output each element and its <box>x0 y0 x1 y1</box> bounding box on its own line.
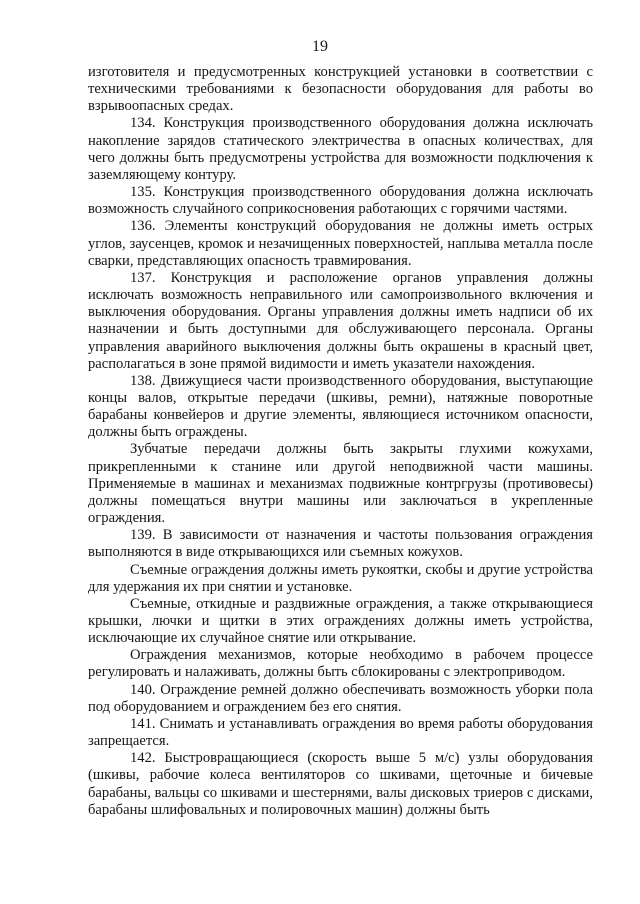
paragraph-136: 136. Элементы конструкций оборудования не должны иметь острых углов, заусенцев, кромок и незачищенных поверхностей, наплыва металла после сварки, представляющих опасность травмирования. <box>88 218 593 269</box>
paragraph-continuation: изготовителя и предусмотренных конструкцией установки в соответствии с техническими требованиями к безопасности оборудования для работы во взрывоопасных средах. <box>88 64 593 115</box>
paragraph-141: 141. Снимать и устанавливать ограждения во время работы оборудования запрещается. <box>88 715 593 750</box>
paragraph-138-gears: Зубчатые передачи должны быть закрыты глухими кожухами, прикрепленными к станине или другой неподвижной части машины. Применяемые в машинах и механизмах подвижные контргрузы (противовесы) должны помещаться внутри машины или заключаться в укрепленные ограждения. <box>88 441 593 527</box>
paragraph-139-removable: Съемные ограждения должны иметь рукоятки, скобы и другие устройства для удержания их при снятии и установке. <box>88 561 593 595</box>
paragraph-137: 137. Конструкция и расположение органов управления должны исключать возможность неправильного или самопроизвольного включения и выключения оборудования. Органы управления должны иметь надписи об их назначении и быть доступными для обслуживающего персонала. Органы управления аварийного выключения должны быть окрашены в красный цвет, располагаться в зоне прямой видимости и иметь указатели нахождения. <box>88 269 593 372</box>
paragraph-139: 139. В зависимости от назначения и частоты пользования ограждения выполняются в виде открывающихся или съемных кожухов. <box>88 527 593 561</box>
paragraph-140: 140. Ограждение ремней должно обеспечивать возможность уборки пола под оборудованием и ограждением без его снятия. <box>88 681 593 715</box>
document-body <box>88 64 593 819</box>
page-number: 19 <box>312 38 328 55</box>
paragraph-139-interlock: Ограждения механизмов, которые необходимо в рабочем процессе регулировать и налаживать, должны быть сблокированы с электроприводом. <box>88 647 593 681</box>
paragraph-142: 142. Быстровращающиеся (скорость выше 5 м/с) узлы оборудования (шкивы, рабочие колеса вентиляторов со шкивами, щеточные и бичевые барабаны, вальцы со шкивами и шестернями, валы дисковых триеров с дисками, барабаны шлифовальных и полировочных машин) должны быть <box>88 750 593 818</box>
paragraph-135: 135. Конструкция производственного оборудования должна исключать возможность случайного соприкосновения работающих с горячими частями. <box>88 184 593 218</box>
paragraph-134: 134. Конструкция производственного оборудования должна исключать накопление зарядов статического электричества в опасных количествах, для чего должны быть предусмотрены устройства для возможности подключения к заземляющему контуру. <box>88 115 593 183</box>
paragraph-138: 138. Движущиеся части производственного оборудования, выступающие концы валов, открытые передачи (шкивы, ремни), натяжные поворотные барабаны конвейеров и другие элементы, являющиеся источником опасности, должны быть ограждены. <box>88 372 593 441</box>
paragraph-139-hinged: Съемные, откидные и раздвижные ограждения, а также открывающиеся крышки, лючки и щитки в этих ограждениях должны иметь устройства, исключающие их случайное снятие или открывание. <box>88 595 593 647</box>
